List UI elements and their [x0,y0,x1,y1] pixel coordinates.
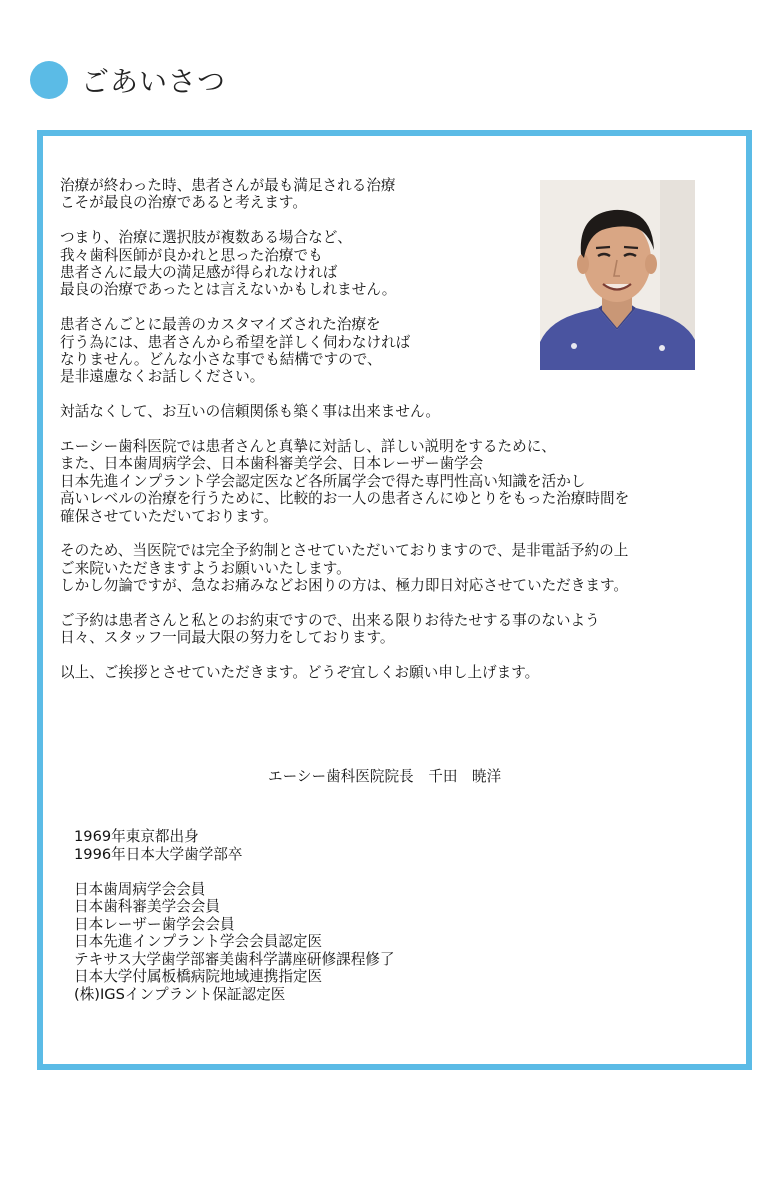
message-line: 患者さんに最大の満足感が得られなければ [60,264,338,282]
message-line: 我々歯科医師が良かれと思った治療でも [60,246,323,264]
message-paragraph [60,177,740,212]
history-item: 1996年日本大学歯学部卒 [74,845,243,863]
message-paragraph [60,542,740,594]
message-line: 日々、スタッフ一同最大限の努力をしております。 [60,629,395,647]
message-line: 最良の治療であったとは言えないかもしれません。 [60,281,397,299]
message-line: 以上、ご挨拶とさせていただきます。どうぞ宜しくお願い申し上げます。 [60,664,540,682]
message-line: こそが最良の治療であると考えます。 [60,194,307,212]
message-paragraph [60,229,740,299]
membership-item: 日本大学付属板橋病院地域連携指定医 [74,968,323,985]
membership-item: 日本歯科審美学会会員 [74,898,220,915]
message-line: 高いレベルの治療を行うために、比較的お一人の患者さんにゆとりをもった治療時間を [60,490,630,508]
message-paragraph [60,664,740,681]
membership-item: テキサス大学歯学部審美歯科学講座研修課程修了 [74,950,395,968]
membership-item: 日本レーザー歯学会会員 [74,915,235,933]
history-item: 1969年東京都出身 [74,828,199,845]
message-line: 行う為には、患者さんから希望を詳しく伺わなければ [60,333,411,351]
message-paragraph [60,438,740,525]
message-line: 患者さんごとに最善のカスタマイズされた治療を [60,316,381,334]
message-line: また、日本歯周病学会、日本歯科審美学会、日本レーザー歯学会 [60,455,484,473]
membership-item: 日本先進インプラント学会会員認定医 [74,933,323,950]
director-signature: エーシー歯科医院院長 千田 暁洋 [268,768,502,785]
message-paragraph [60,612,740,647]
message-line: 確保させていただいております。 [60,507,278,525]
bullet-circle-icon [30,61,68,99]
message-line: エーシー歯科医院では患者さんと真摯に対話し、詳しい説明をするために、 [60,438,556,456]
greeting-message [60,177,740,699]
message-line: しかし勿論ですが、急なお痛みなどお困りの方は、極力即日対応させていただきます。 [60,577,628,595]
page-title: ごあいさつ [81,65,227,98]
message-line: 対話なくして、お互いの信頼関係も築く事は出来ません。 [60,403,441,421]
message-line: 是非遠慮なくお話しください。 [60,368,265,386]
society-memberships [74,881,394,1004]
message-line: なりません。どんな小さな事でも結構ですので、 [60,351,382,369]
message-line: ご来院いただきますようお願いいたします。 [60,559,351,577]
message-line: つまり、治療に選択肢が複数ある場合など、 [60,229,352,247]
message-paragraph [60,316,740,386]
message-line: 日本先進インプラント学会認定医など各所属学会で得た専門性高い知識を活かし [60,472,586,490]
message-line: ご予約は患者さんと私とのお約束ですので、出来る限りお待たせする事のないよう [60,612,600,630]
section-heading [30,58,226,102]
membership-item: (株)IGSインプラント保証認定医 [74,985,286,1003]
greeting-frame [37,130,752,1070]
doctor-profile [74,828,394,1003]
membership-item: 日本歯周病学会会員 [74,880,206,898]
message-paragraph [60,403,740,420]
message-line: そのため、当医院では完全予約制とさせていただいておりますので、是非電話予約の上 [60,542,629,560]
career-history [74,828,394,863]
message-line: 治療が終わった時、患者さんが最も満足される治療 [60,177,396,194]
